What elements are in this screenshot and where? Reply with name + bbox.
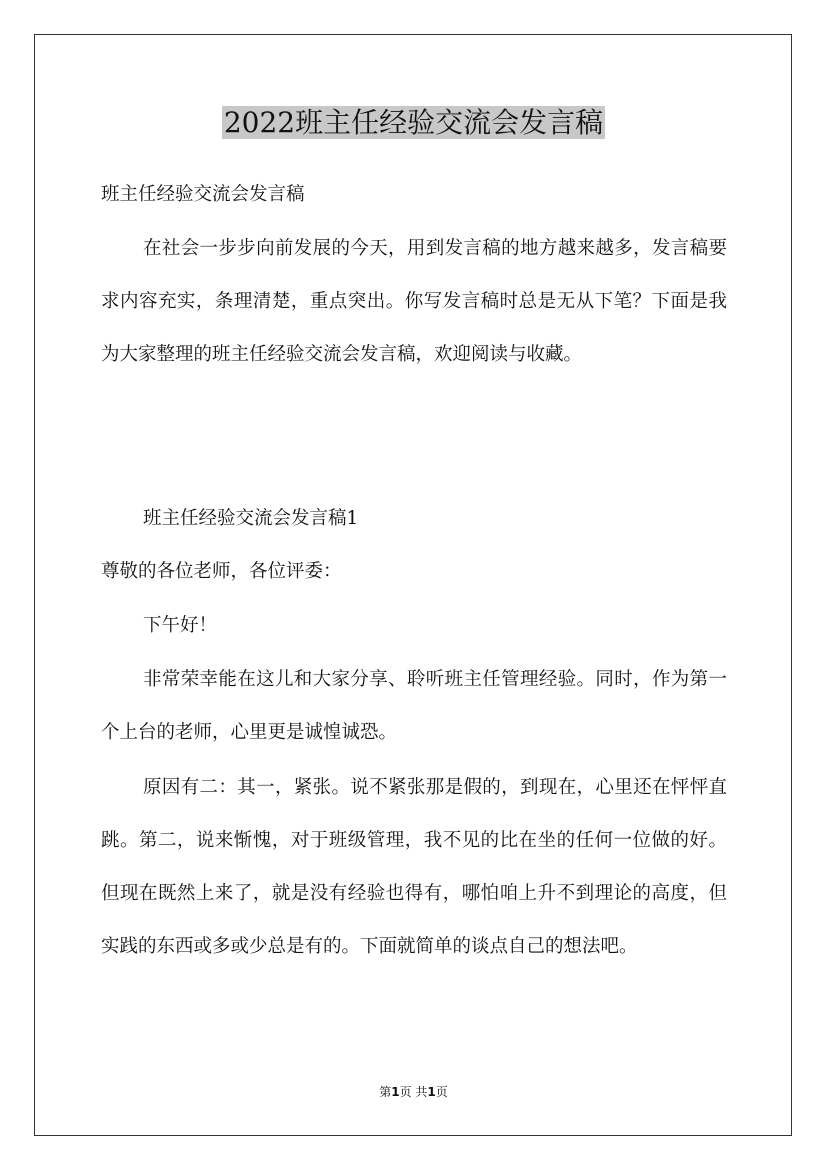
footer-page-total: 1 bbox=[427, 1085, 436, 1099]
footer-page-number: 1 bbox=[391, 1085, 400, 1099]
page-footer bbox=[0, 1083, 827, 1100]
section-heading: 班主任经验交流会发言稿1 bbox=[143, 508, 359, 529]
document-title bbox=[0, 104, 827, 142]
body-paragraph-1: 非常荣幸能在这儿和大家分享、聆听班主任管理经验。同时，作为第一个上台的老师，心里更是诚惶诚恐。 bbox=[101, 669, 727, 743]
document-title-text: 2022班主任经验交流会发言稿 bbox=[223, 106, 604, 139]
intro-paragraph: 在社会一步步向前发展的今天，用到发言稿的地方越来越多，发言稿要求内容充实，条理清楚，重点突出。你写发言稿时总是无从下笔？下面是我为大家整理的班主任经验交流会发言稿，欢迎阅读与收藏。 bbox=[101, 238, 727, 365]
footer-page-mid: 页 共 bbox=[399, 1085, 428, 1099]
salutation: 尊敬的各位老师，各位评委： bbox=[101, 561, 342, 582]
greeting: 下午好！ bbox=[143, 615, 218, 636]
footer-page-suffix: 页 bbox=[435, 1085, 448, 1099]
document-subtitle: 班主任经验交流会发言稿 bbox=[101, 184, 305, 205]
footer-page-prefix: 第 bbox=[379, 1085, 392, 1099]
body-paragraph-2: 原因有二：其一，紧张。说不紧张那是假的，到现在，心里还在怦怦直跳。第二，说来惭愧，对于班级管理，我不见的比在坐的任何一位做的好。但现在既然上来了，就是没有经验也得有，哪怕咱上升不到理论的高度，但实践的东西或多或少总是有的。下面就简单的谈点自己的想法吧。 bbox=[101, 777, 727, 957]
